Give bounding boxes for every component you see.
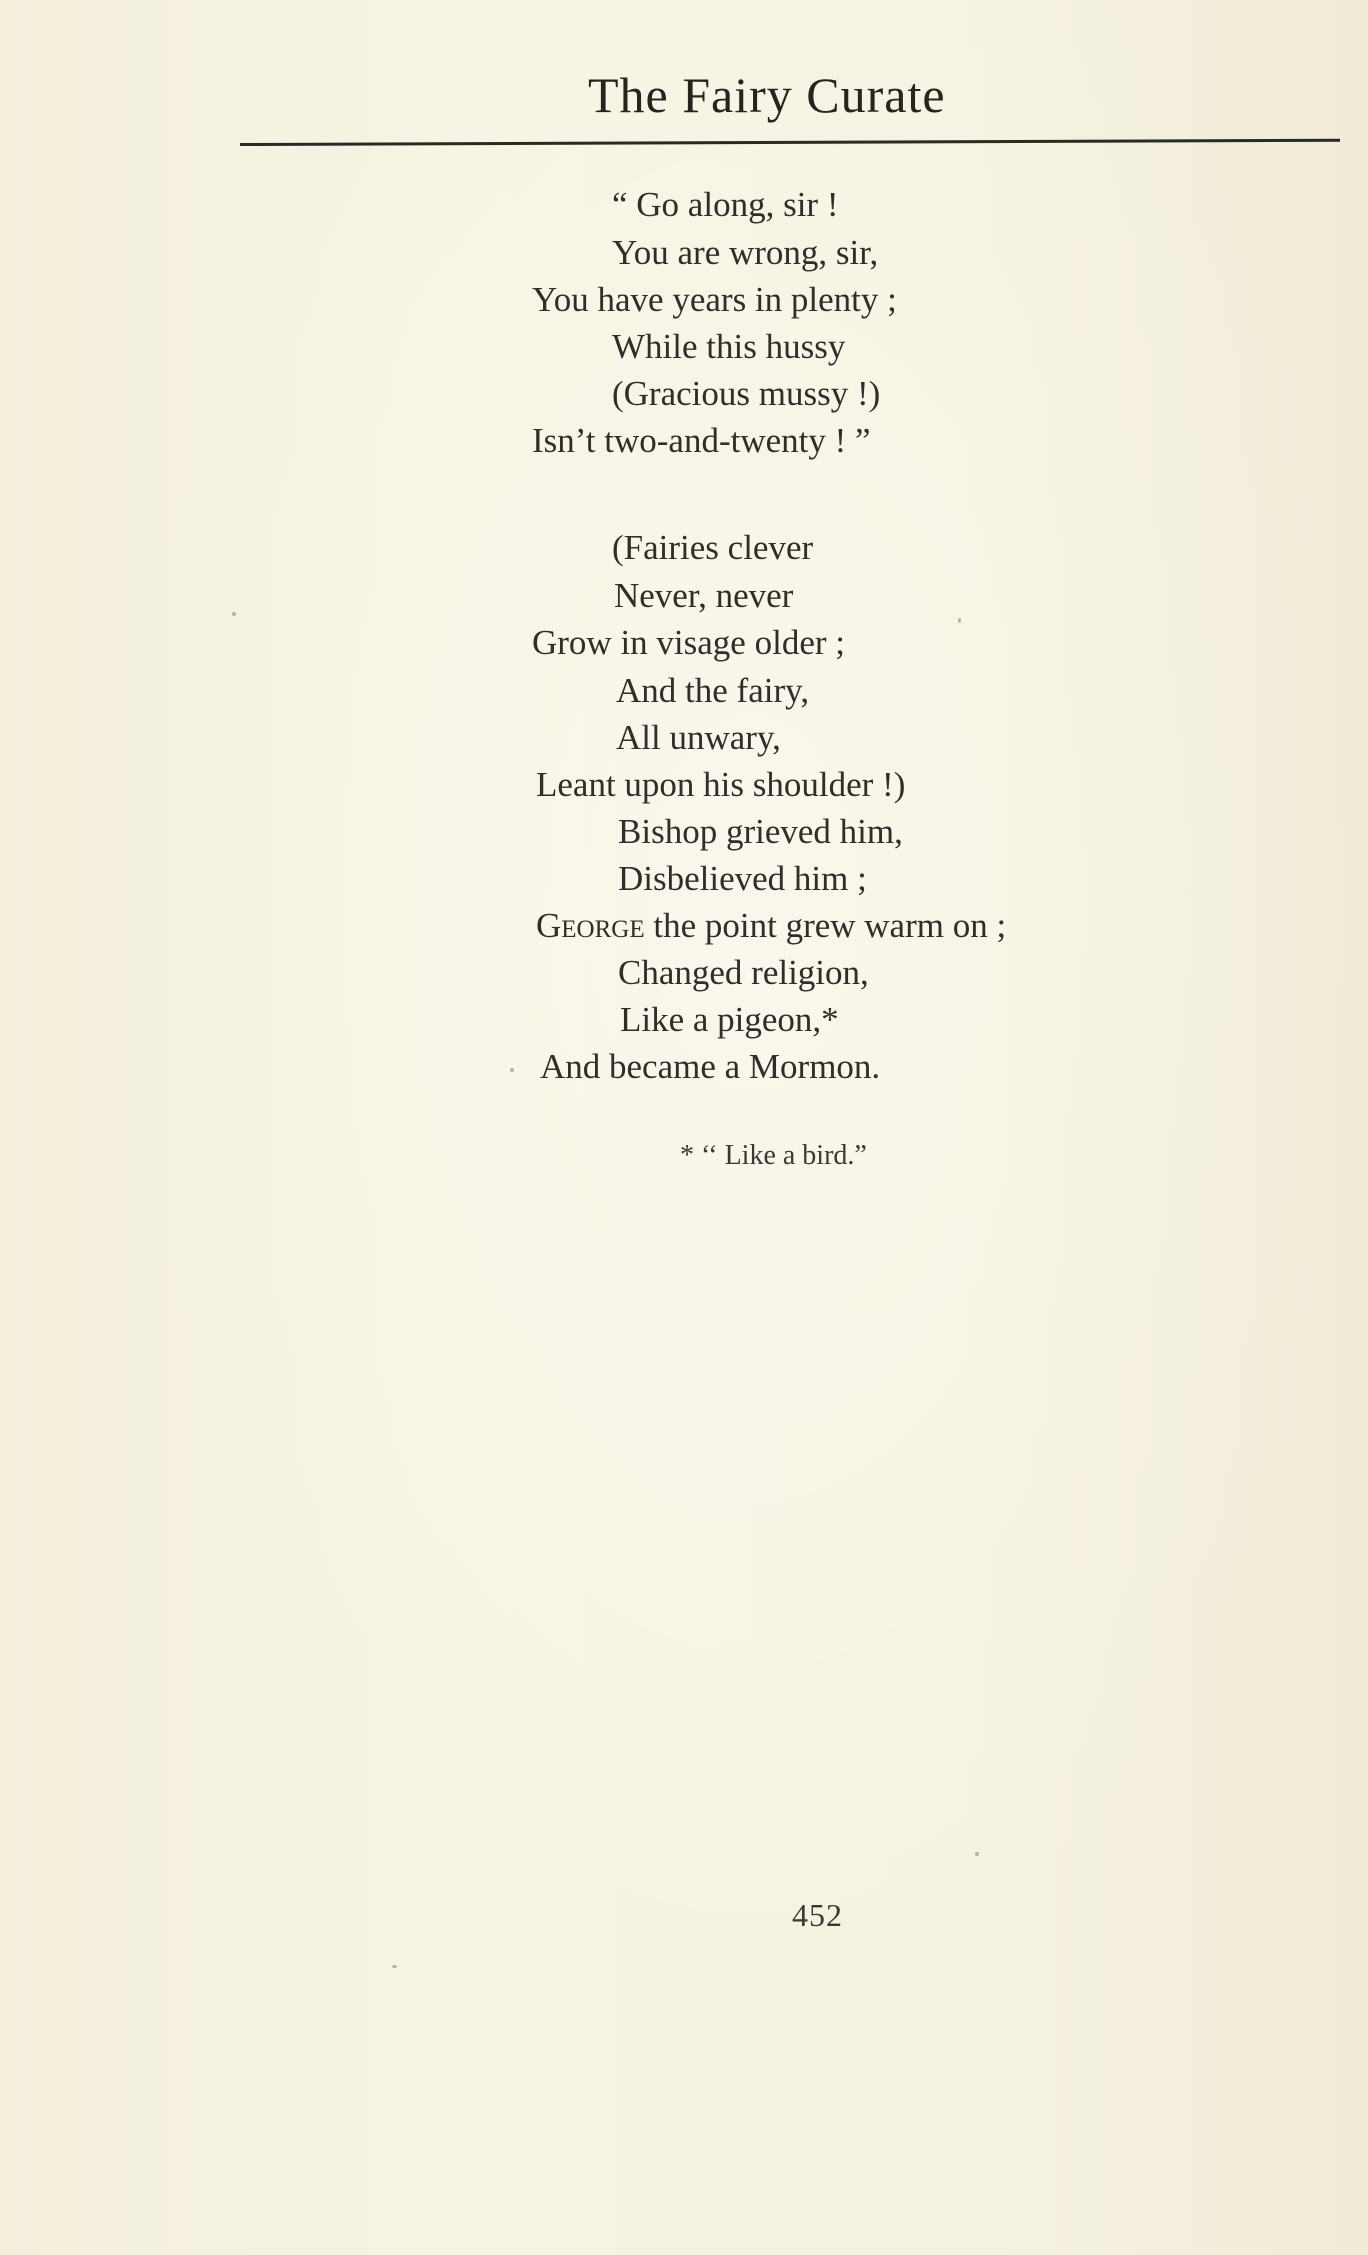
poem-line bbox=[536, 906, 1006, 946]
poem-line: Never, never bbox=[614, 576, 794, 615]
poem-line: Grow in visage older ; bbox=[532, 623, 845, 662]
poem-line: (Gracious mussy !) bbox=[612, 374, 881, 413]
paper-speck bbox=[975, 1852, 979, 1856]
poem-line: You have years in plenty ; bbox=[532, 280, 897, 319]
poem-line: Leant upon his shoulder !) bbox=[536, 765, 906, 804]
poem-line: And the fairy, bbox=[616, 671, 810, 710]
small-caps-name: George bbox=[536, 906, 645, 945]
footnote: * ‘‘ Like a bird.” bbox=[680, 1140, 867, 1171]
poem-line: Changed religion, bbox=[618, 953, 869, 992]
poem-line: (Fairies clever bbox=[612, 528, 814, 567]
poem-line: Like a pigeon,* bbox=[620, 1000, 839, 1039]
poem-line: You are wrong, sir, bbox=[612, 233, 879, 272]
poem-line: All unwary, bbox=[616, 718, 781, 757]
paper-speck bbox=[958, 618, 961, 623]
running-head: The Fairy Curate bbox=[588, 67, 946, 123]
paper-speck bbox=[392, 1965, 397, 1968]
page-number: 452 bbox=[792, 1897, 843, 1933]
poem-line: While this hussy bbox=[612, 327, 846, 366]
paper-speck bbox=[510, 1068, 514, 1072]
poem-line-text: the point grew warm on ; bbox=[653, 906, 1007, 945]
poem-line: And became a Mormon. bbox=[540, 1047, 881, 1086]
poem-line: Disbelieved him ; bbox=[618, 859, 867, 898]
poem-line: “ Go along, sir ! bbox=[612, 185, 839, 224]
poem-line: Isn’t two-and-twenty ! ” bbox=[532, 421, 871, 460]
poem-line: Bishop grieved him, bbox=[618, 812, 903, 851]
paper-speck bbox=[232, 612, 236, 616]
